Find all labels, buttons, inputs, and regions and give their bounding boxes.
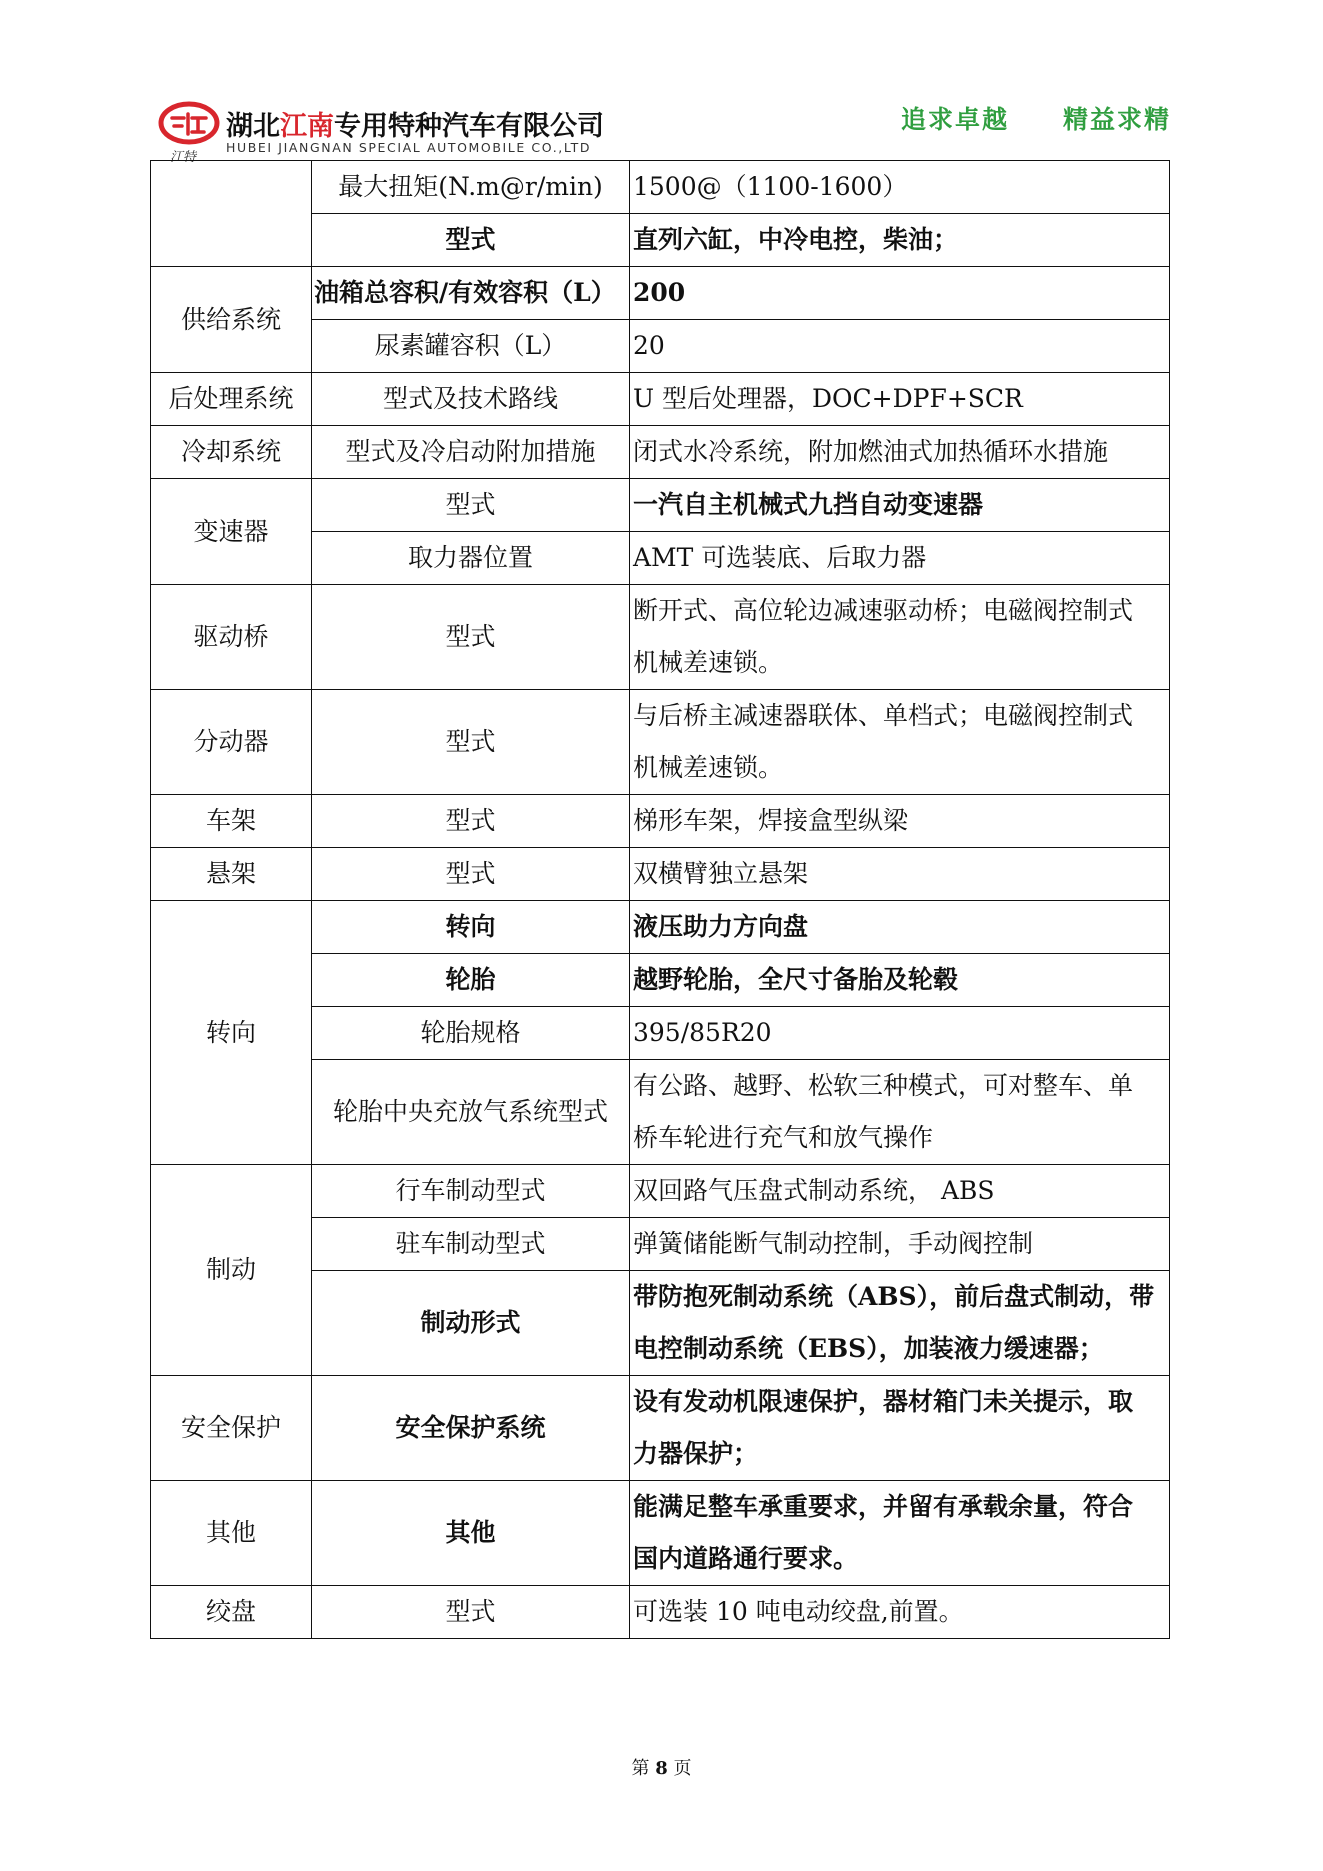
- table-row: [151, 1586, 1170, 1639]
- value-cell: [630, 1481, 1170, 1586]
- value-cell: [630, 585, 1170, 690]
- table-row: [151, 901, 1170, 954]
- value-cell: [630, 1271, 1170, 1376]
- value-cell: 395/85R20: [630, 1007, 1170, 1060]
- value-line: 桥车轮进行充气和放气操作: [633, 1123, 934, 1152]
- value-cell: 20: [630, 320, 1170, 373]
- value-cell: 弹簧储能断气制动控制，手动阀控制: [630, 1218, 1170, 1271]
- category-cell: 制动: [151, 1165, 312, 1376]
- table-row: [151, 585, 1170, 690]
- value-line: 机械差速锁。: [633, 753, 784, 782]
- table-row: [151, 426, 1170, 479]
- value-cell: 可选装 10 吨电动绞盘,前置。: [630, 1586, 1170, 1639]
- item-cell: 型式: [312, 585, 630, 690]
- category-cell: 分动器: [151, 690, 312, 795]
- slogan-2: 精益求精: [1063, 105, 1172, 134]
- table-row: [151, 690, 1170, 795]
- value-line: 带防抱死制动系统（ABS），前后盘式制动，带: [633, 1282, 1155, 1311]
- category-cell-engine: [151, 161, 312, 267]
- item-cell: 型式: [312, 690, 630, 795]
- table-row: [151, 373, 1170, 426]
- value-cell: U 型后处理器，DOC+DPF+SCR: [630, 373, 1170, 426]
- value-cell: 闭式水冷系统，附加燃油式加热循环水措施: [630, 426, 1170, 479]
- value-line: 有公路、越野、松软三种模式，可对整车、单: [633, 1071, 1134, 1100]
- table-row: [151, 161, 1170, 214]
- item-cell: 型式: [312, 795, 630, 848]
- category-cell: 绞盘: [151, 1586, 312, 1639]
- category-cell: 安全保护: [151, 1376, 312, 1481]
- value-line: 与后桥主减速器联体、单档式；电磁阀控制式: [633, 701, 1134, 730]
- item-cell: 型式: [312, 479, 630, 532]
- logo-subtext: 江特: [170, 150, 197, 165]
- value-cell: 液压助力方向盘: [630, 901, 1170, 954]
- table-row: [151, 479, 1170, 532]
- item-cell: 取力器位置: [312, 532, 630, 585]
- value-cell: [630, 1376, 1170, 1481]
- value-line: 设有发动机限速保护，器材箱门未关提示，取: [633, 1387, 1134, 1416]
- value-cell: 1500@（1100-1600）: [630, 161, 1170, 214]
- table-row: [151, 848, 1170, 901]
- table-row: [151, 267, 1170, 320]
- company-name-en: HUBEI JIANGNAN SPECIAL AUTOMOBILE CO.,LTD: [226, 140, 592, 155]
- item-cell: 制动形式: [312, 1271, 630, 1376]
- table-row: [151, 1165, 1170, 1218]
- item-cell: 最大扭矩(N.m@r/min): [312, 161, 630, 214]
- category-cell: 冷却系统: [151, 426, 312, 479]
- item-cell: 油箱总容积/有效容积（L）: [312, 267, 630, 320]
- company-logo-icon: [158, 100, 220, 146]
- category-cell: 车架: [151, 795, 312, 848]
- value-cell: 一汽自主机械式九挡自动变速器: [630, 479, 1170, 532]
- value-cell: [630, 1060, 1170, 1165]
- value-line: 机械差速锁。: [633, 648, 784, 677]
- value-cell: 200: [630, 267, 1170, 320]
- table-row: [151, 1481, 1170, 1586]
- slogan-1: 追求卓越: [901, 105, 1010, 134]
- category-cell: 后处理系统: [151, 373, 312, 426]
- value-cell: 双回路气压盘式制动系统， ABS: [630, 1165, 1170, 1218]
- item-cell: 轮胎: [312, 954, 630, 1007]
- value-line: 力器保护；: [633, 1439, 759, 1468]
- value-line: 断开式、高位轮边减速驱动桥；电磁阀控制式: [633, 596, 1134, 625]
- item-cell: 型式: [312, 848, 630, 901]
- item-cell: 轮胎中央充放气系统型式: [312, 1060, 630, 1165]
- category-cell: 转向: [151, 901, 312, 1165]
- page-header: [0, 0, 1323, 165]
- page-prefix: 第: [631, 1758, 650, 1779]
- category-cell: 供给系统: [151, 267, 312, 373]
- item-cell: 其他: [312, 1481, 630, 1586]
- item-cell: 转向: [312, 901, 630, 954]
- item-cell: 轮胎规格: [312, 1007, 630, 1060]
- page-number: [0, 1754, 1323, 1780]
- company-name: [226, 104, 604, 143]
- category-cell: 其他: [151, 1481, 312, 1586]
- value-cell: 越野轮胎，全尺寸备胎及轮毂: [630, 954, 1170, 1007]
- value-cell: 直列六缸，中冷电控，柴油；: [630, 214, 1170, 267]
- company-name-red: 江南: [280, 111, 334, 142]
- item-cell: 型式: [312, 214, 630, 267]
- item-cell: 型式: [312, 1586, 630, 1639]
- table-row: [151, 795, 1170, 848]
- page-suffix: 页: [673, 1758, 692, 1779]
- table-row: [151, 1376, 1170, 1481]
- spec-table: [150, 160, 1170, 1639]
- item-cell: 尿素罐容积（L）: [312, 320, 630, 373]
- value-cell: [630, 690, 1170, 795]
- category-cell: 驱动桥: [151, 585, 312, 690]
- page-num: 8: [655, 1758, 668, 1779]
- value-line: 能满足整车承重要求，并留有承载余量，符合: [633, 1492, 1134, 1521]
- item-cell: 型式及冷启动附加措施: [312, 426, 630, 479]
- item-cell: 型式及技术路线: [312, 373, 630, 426]
- value-cell: 梯形车架，焊接盒型纵梁: [630, 795, 1170, 848]
- value-line: 国内道路通行要求。: [633, 1544, 859, 1573]
- item-cell: 安全保护系统: [312, 1376, 630, 1481]
- company-name-post: 专用特种汽车有限公司: [334, 111, 604, 142]
- item-cell: 行车制动型式: [312, 1165, 630, 1218]
- value-cell: AMT 可选装底、后取力器: [630, 532, 1170, 585]
- company-name-pre: 湖北: [226, 111, 280, 142]
- category-cell: 悬架: [151, 848, 312, 901]
- category-cell: 变速器: [151, 479, 312, 585]
- value-cell: 双横臂独立悬架: [630, 848, 1170, 901]
- value-line: 电控制动系统（EBS），加装液力缓速器；: [633, 1334, 1104, 1363]
- item-cell: 驻车制动型式: [312, 1218, 630, 1271]
